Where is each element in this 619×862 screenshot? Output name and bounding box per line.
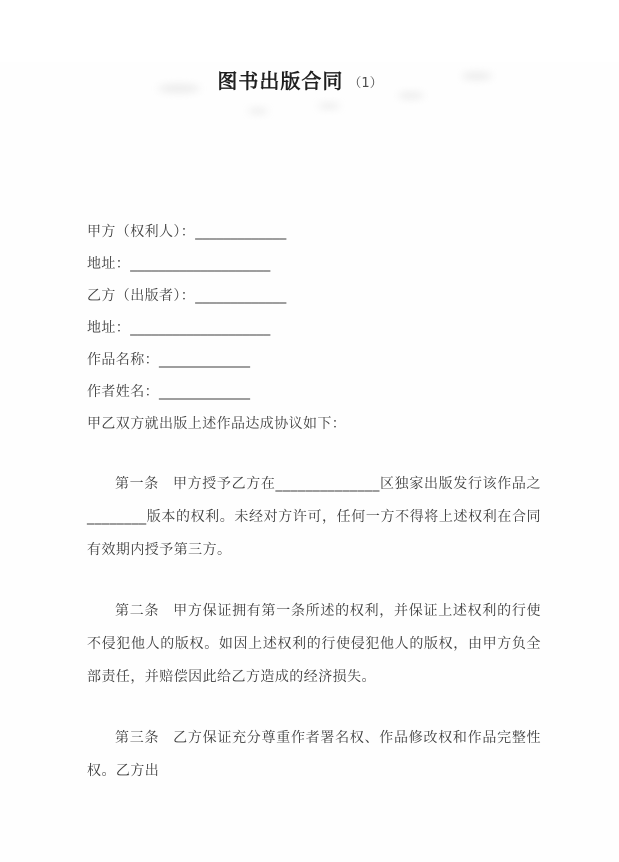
field-party-b xyxy=(87,280,541,312)
article-number: 第二条 xyxy=(115,603,160,619)
contract-article-3 xyxy=(87,722,541,788)
field-blank-line: _____________ xyxy=(159,384,250,400)
article-text: 甲方授予乙方在______________区独家出版发行该作品之________版本的权利。未经对方许可，任何一方不得将上述权利在合同有效期内授予第三方。 xyxy=(87,476,541,558)
field-party-a xyxy=(87,216,541,248)
field-blank-line: ____________________ xyxy=(130,256,271,272)
contract-title-text: 图书出版合同 xyxy=(217,69,344,93)
field-work-title xyxy=(87,344,541,376)
scan-artifact xyxy=(248,108,268,114)
field-label: 作者姓名： xyxy=(87,384,159,400)
scan-artifact xyxy=(398,92,424,99)
field-label: 作品名称： xyxy=(87,352,159,368)
field-label: 甲方（权利人）： xyxy=(87,224,196,240)
field-label: 地址： xyxy=(87,320,131,336)
field-label: 乙方（出版者）： xyxy=(87,288,196,304)
contract-page xyxy=(0,62,619,862)
contract-article-2 xyxy=(87,595,541,694)
contract-article-1 xyxy=(87,468,541,567)
field-blank-line: _____________ xyxy=(159,352,250,368)
article-text: 甲方保证拥有第一条所述的权利，并保证上述权利的行使不侵犯他人的版权。如因上述权利的行使侵犯他人的版权，由甲方负全部责任，并赔偿因此给乙方造成的经济损失。 xyxy=(87,603,541,685)
contract-preamble: 甲乙双方就出版上述作品达成协议如下： xyxy=(87,416,347,432)
field-label: 地址： xyxy=(87,256,131,272)
contract-title-number: （1） xyxy=(348,76,383,91)
field-blank-line: _____________ xyxy=(195,224,287,240)
field-blank-line: _____________ xyxy=(195,288,287,304)
scan-artifact xyxy=(318,103,340,109)
page-title xyxy=(73,62,527,92)
article-number: 第一条 xyxy=(115,476,159,492)
article-text: 乙方保证充分尊重作者署名权、作品修改权和作品完整性权。乙方出 xyxy=(87,730,541,779)
article-number: 第三条 xyxy=(115,730,160,746)
field-blank-line: ____________________ xyxy=(130,320,271,336)
field-author-name xyxy=(87,376,541,408)
field-address-a xyxy=(87,248,541,280)
field-address-b xyxy=(87,312,541,344)
contract-header-fields xyxy=(87,216,541,440)
